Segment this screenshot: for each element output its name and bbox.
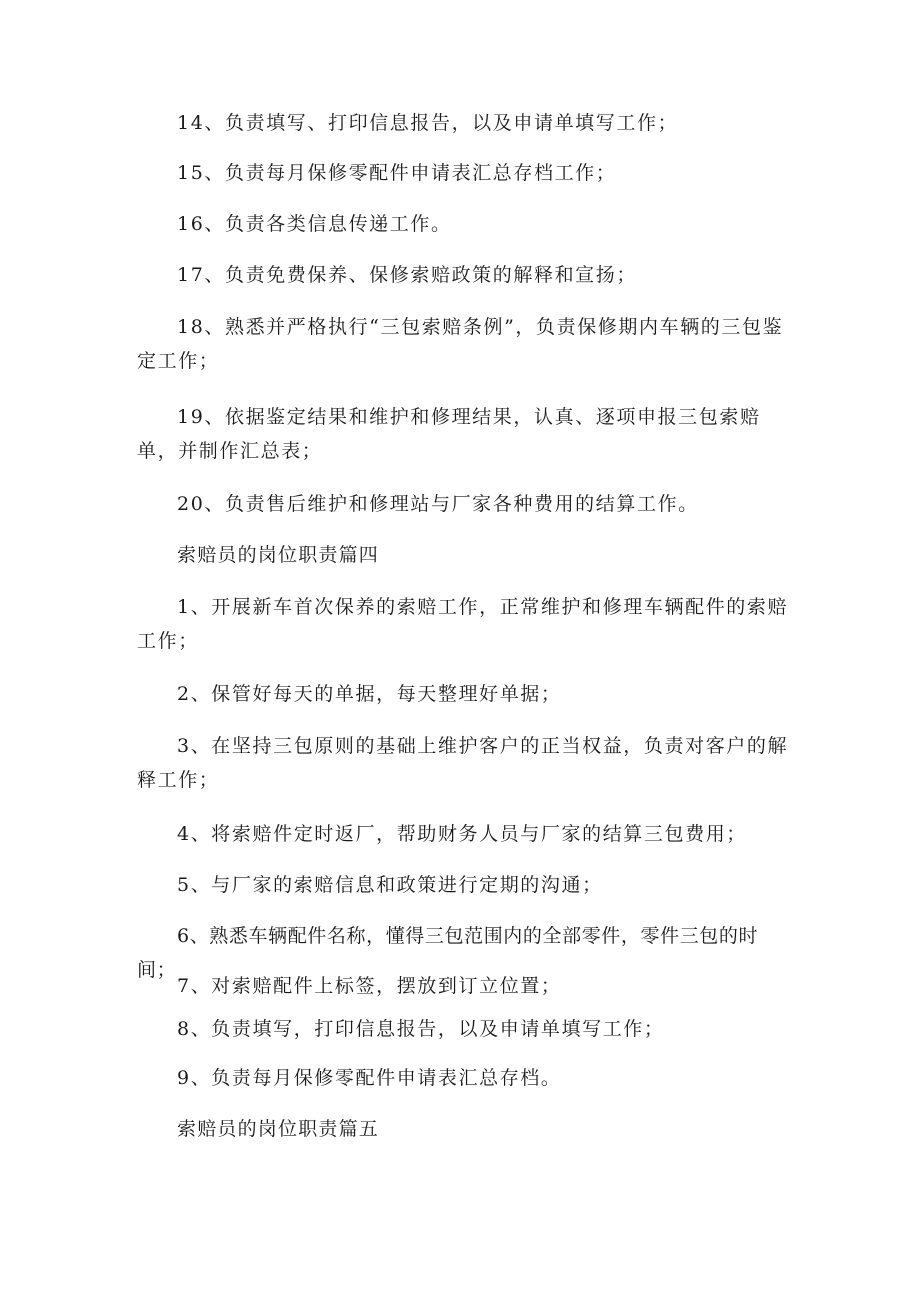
section-four-item-3: 3、在坚持三包原则的基础上维护客户的正当权益，负责对客户的解释工作； [137,735,789,791]
section-four-item-2: 2、保管好每天的单据，每天整理好单据； [177,683,562,705]
paragraph-18: 18、熟悉并严格执行“三包索赔条例”，负责保修期内车辆的三包鉴定工作； [137,316,784,372]
section-four-item-7: 7、对索赔配件上标签，摆放到订立位置； [177,975,562,997]
section-four-item-6: 6、熟悉车辆配件名称，懂得三包范围内的全部零件，零件三包的时间； [137,925,759,981]
paragraph-14: 14、负责填写、打印信息报告，以及申请单填写工作； [177,112,679,134]
section-four-item-8: 8、负责填写，打印信息报告，以及申请单填写工作； [177,1018,665,1040]
section-four-item-1: 1、开展新车首次保养的索赔工作，正常维护和修理车辆配件的索赔工作； [137,596,789,652]
paragraph-15: 15、负责每月保修零配件申请表汇总存档工作； [177,162,617,184]
section-four-item-9: 9、负责每月保修零配件申请表汇总存档。 [177,1067,562,1089]
section-five-title: 索赔员的岗位职责篇五 [177,1118,380,1140]
paragraph-16: 16、负责各类信息传递工作。 [177,213,452,235]
section-four-title: 索赔员的岗位职责篇四 [177,544,380,566]
paragraph-19: 19、依据鉴定结果和维护和修理结果，认真、逐项申报三包索赔单，并制作汇总表； [137,406,761,462]
paragraph-17: 17、负责免费保养、保修索赔政策的解释和宣扬； [177,264,637,286]
section-four-item-4: 4、将索赔件定时返厂，帮助财务人员与厂家的结算三包费用； [177,823,747,845]
paragraph-20: 20、负责售后维护和修理站与厂家各种费用的结算工作。 [177,493,699,515]
section-four-item-5: 5、与厂家的索赔信息和政策进行定期的沟通； [177,874,603,896]
